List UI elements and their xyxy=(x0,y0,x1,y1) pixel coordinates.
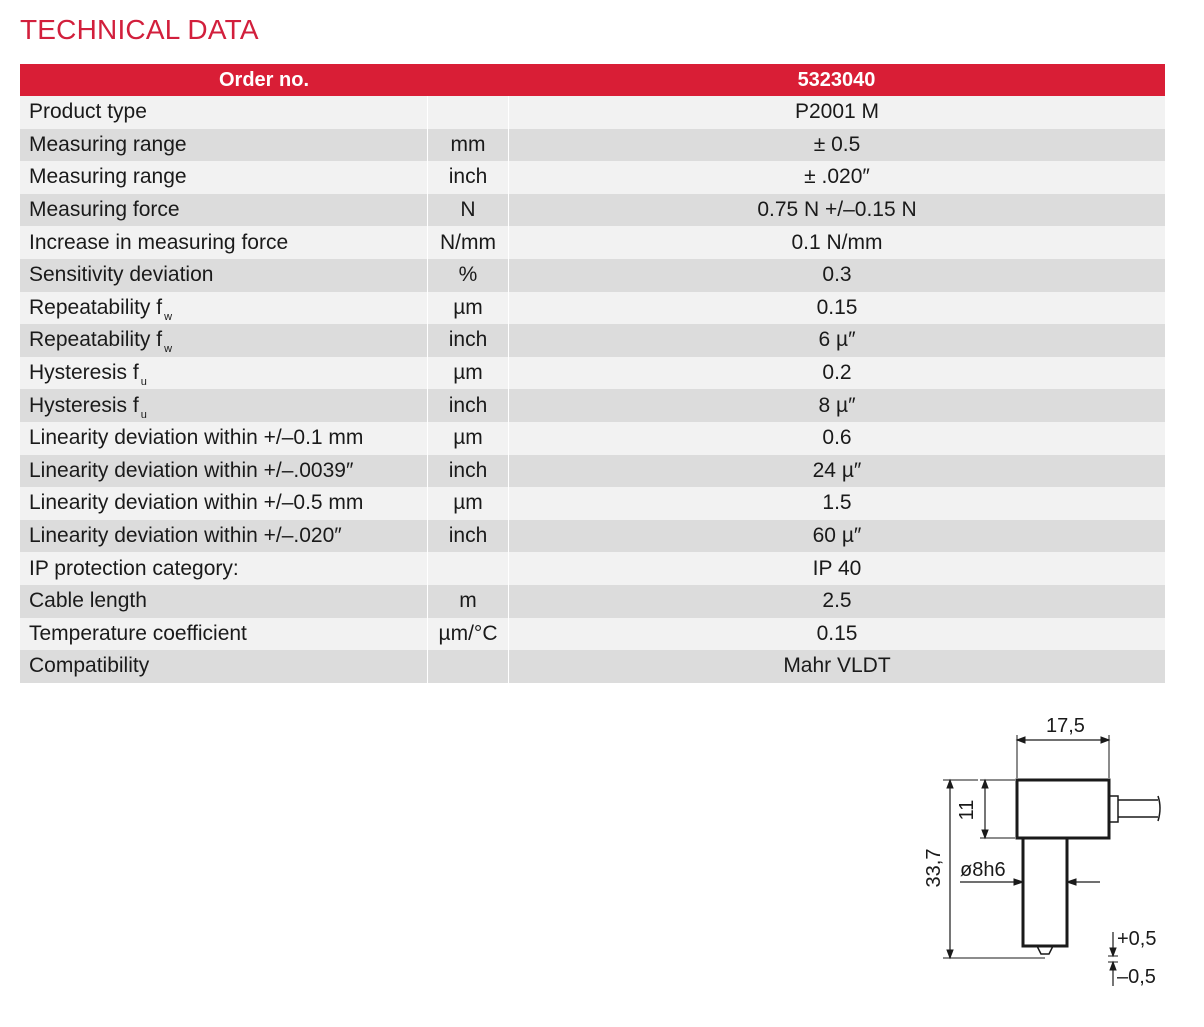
parameter-name: Hysteresis f u xyxy=(29,393,147,421)
parameter-value: 6 µ″ xyxy=(508,324,1165,357)
parameter-unit: inch xyxy=(427,324,508,357)
table-row xyxy=(20,194,1165,227)
page-title: TECHNICAL DATA xyxy=(20,14,259,45)
parameter-unit xyxy=(427,552,508,585)
parameter-name: Repeatability f w xyxy=(29,328,173,356)
parameter-value: ± .020″ xyxy=(508,161,1165,194)
table-row xyxy=(20,357,1165,390)
parameter-name: Sensitivity deviation xyxy=(29,263,214,287)
order-no-label: Order no. xyxy=(218,68,309,91)
table-row xyxy=(20,650,1165,683)
table-row xyxy=(20,96,1165,129)
parameter-subscript: w xyxy=(164,343,173,356)
parameter-unit: inch xyxy=(427,520,508,553)
dim-head-label: 11 xyxy=(956,799,978,821)
parameter-unit: µm xyxy=(427,487,508,520)
parameter-value: 0.2 xyxy=(508,357,1165,390)
parameter-name: Compatibility xyxy=(29,654,150,678)
parameter-name: Cable length xyxy=(29,589,147,613)
table-row xyxy=(20,552,1165,585)
parameter-unit xyxy=(427,650,508,683)
parameter-value: 0.6 xyxy=(508,422,1165,455)
parameter-unit: µm xyxy=(427,357,508,390)
parameter-name: Product type xyxy=(29,100,147,124)
parameter-name: Linearity deviation within +/–0.5 mm xyxy=(29,491,364,515)
parameter-value: 2.5 xyxy=(508,585,1165,618)
table-row xyxy=(20,455,1165,488)
probe-stem xyxy=(1023,838,1067,946)
table-body xyxy=(20,96,1165,683)
parameter-subscript: w xyxy=(164,310,173,323)
parameter-unit: N xyxy=(427,194,508,227)
parameter-value: 1.5 xyxy=(508,487,1165,520)
parameter-unit: m xyxy=(427,585,508,618)
parameter-name: Increase in measuring force xyxy=(29,230,289,254)
dim-width-label: 17,5 xyxy=(1046,715,1085,737)
parameter-name: Measuring range xyxy=(29,165,187,189)
probe-body xyxy=(1017,780,1109,838)
table-row xyxy=(20,161,1165,194)
parameter-unit: N/mm xyxy=(427,226,508,259)
parameter-name: Repeatability f w xyxy=(29,295,173,323)
parameter-name: Linearity deviation within +/–0.1 mm xyxy=(29,426,364,450)
parameter-value: 0.1 N/mm xyxy=(508,226,1165,259)
table-row xyxy=(20,520,1165,553)
parameter-value: 24 µ″ xyxy=(508,455,1165,488)
dim-total-label: 33,7 xyxy=(923,848,945,888)
parameter-unit: % xyxy=(427,259,508,292)
parameter-unit: inch xyxy=(427,455,508,488)
table-row xyxy=(20,292,1165,325)
parameter-value: ± 0.5 xyxy=(508,129,1165,162)
parameter-value: 0.15 xyxy=(508,292,1165,325)
parameter-value: 0.75 N +/–0.15 N xyxy=(508,194,1165,227)
table-row xyxy=(20,226,1165,259)
parameter-name: Temperature coefficient xyxy=(29,621,247,645)
parameter-unit: inch xyxy=(427,161,508,194)
table-row xyxy=(20,487,1165,520)
probe-dimension-drawing xyxy=(910,700,1190,1000)
parameter-value: Mahr VLDT xyxy=(508,650,1165,683)
parameter-value: 60 µ″ xyxy=(508,520,1165,553)
parameter-name: IP protection category: xyxy=(29,556,239,580)
table-row xyxy=(20,618,1165,651)
parameter-name: Measuring range xyxy=(29,132,187,156)
table-row xyxy=(20,585,1165,618)
table-row xyxy=(20,129,1165,162)
parameter-unit: µm xyxy=(427,422,508,455)
table-row xyxy=(20,389,1165,422)
parameter-name: Hysteresis f u xyxy=(29,361,147,389)
technical-data-table xyxy=(20,64,1165,683)
parameter-unit: inch xyxy=(427,389,508,422)
parameter-name: Measuring force xyxy=(29,198,180,222)
parameter-subscript: u xyxy=(140,408,147,421)
parameter-value: P2001 M xyxy=(508,96,1165,129)
tol-plus-label: +0,5 xyxy=(1117,928,1157,950)
parameter-name: Linearity deviation within +/–.020″ xyxy=(29,524,342,548)
order-no-value: 5323040 xyxy=(797,68,876,91)
table-row xyxy=(20,259,1165,292)
parameter-unit: µm xyxy=(427,292,508,325)
table-row xyxy=(20,324,1165,357)
parameter-value: IP 40 xyxy=(508,552,1165,585)
parameter-subscript: u xyxy=(140,376,147,389)
parameter-unit: mm xyxy=(427,129,508,162)
parameter-name: Linearity deviation within +/–.0039″ xyxy=(29,458,354,482)
cable xyxy=(1118,800,1158,817)
table-header-row xyxy=(20,64,1165,96)
parameter-unit: µm/°C xyxy=(427,618,508,651)
parameter-value: 0.15 xyxy=(508,618,1165,651)
parameter-unit xyxy=(427,96,508,129)
dim-diameter-label: ø8h6 xyxy=(960,859,1006,881)
tol-minus-label: –0,5 xyxy=(1117,966,1156,988)
table-row xyxy=(20,422,1165,455)
parameter-value: 0.3 xyxy=(508,259,1165,292)
parameter-value: 8 µ″ xyxy=(508,389,1165,422)
